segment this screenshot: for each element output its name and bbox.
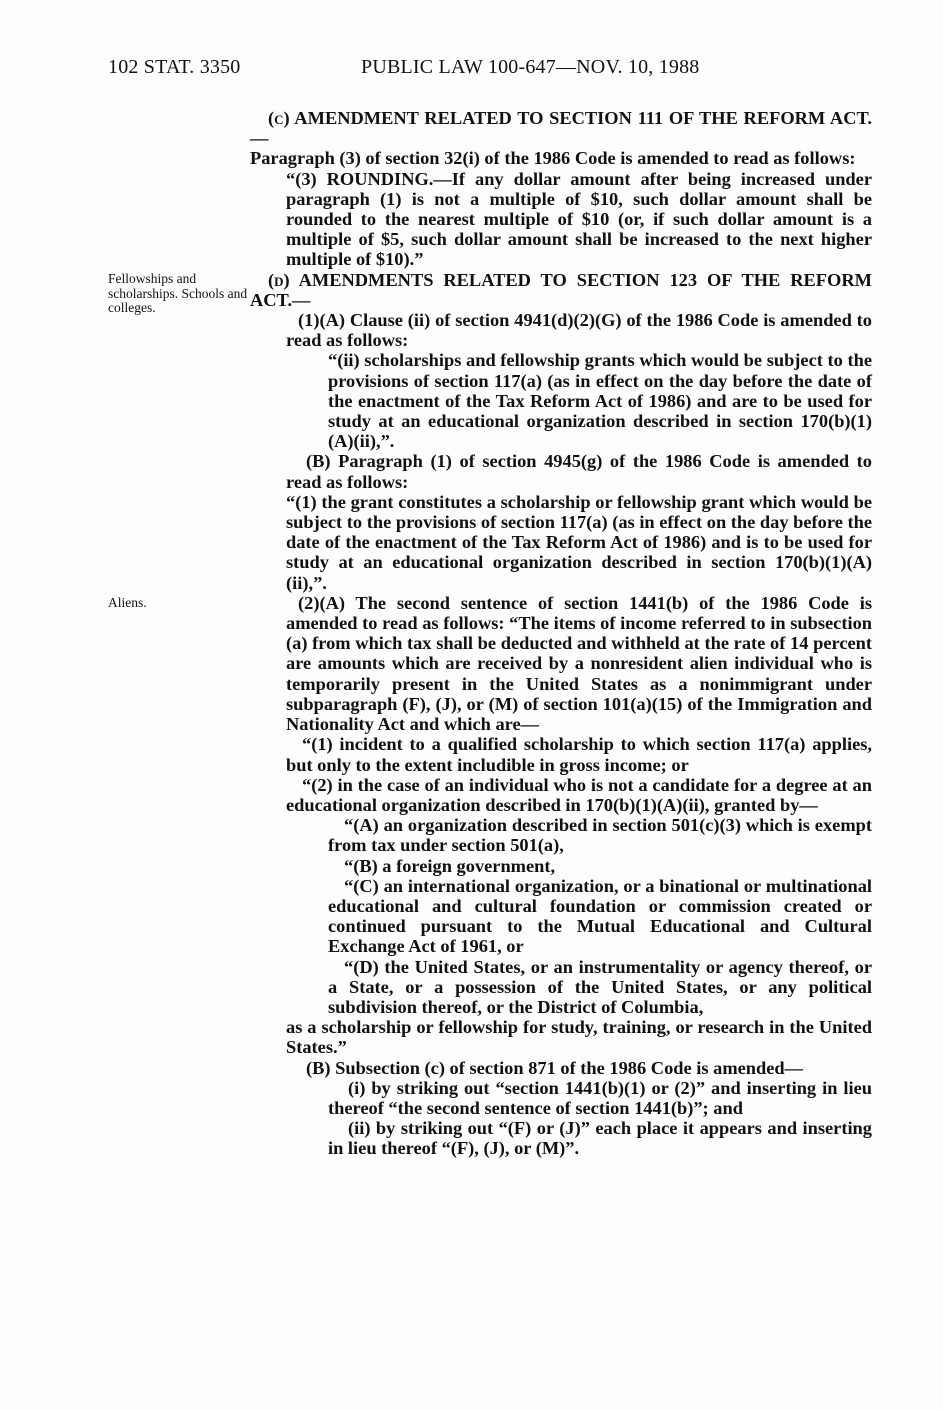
- subsection-d-heading: (d) AMENDMENTS RELATED TO SECTION 123 OF THE REFORM ACT.—: [250, 269, 872, 310]
- item-ii: (ii) by striking out “(F) or (J)” each place it appears and inserting in lieu thereof “(F), (J), or (M)”.: [328, 1118, 872, 1159]
- paragraph-d1a: (1)(A) Clause (ii) of section 4941(d)(2)(G) of the 1986 Code is amended to read as follows:: [286, 310, 872, 351]
- clause-1: “(1) incident to a qualified scholarship to which section 117(a) applies, but only to the extent includible in gross income; or: [286, 734, 872, 775]
- margin-note-aliens: Aliens.: [108, 595, 147, 610]
- paragraph-d2b: (B) Subsection (c) of section 871 of the 1986 Code is amended—: [306, 1057, 804, 1078]
- subsection-c-text: Paragraph (3) of section 32(i) of the 1986 Code is amended to read as follows:: [250, 148, 856, 169]
- stat-page-number: 102 STAT. 3350: [108, 56, 241, 78]
- clause-2-C: “(C) an international organization, or a binational or multinational educational and cultural foundation or commission created or continued pursuant to the Mutual Educational and Cultural Exchange Act of 1961, or: [328, 875, 872, 957]
- clause-2-D: “(D) the United States, or an instrumentality or agency thereof, or a State, or a possession of the United States, or any political subdivision thereof, or the District of Columbia,: [328, 956, 872, 1017]
- subsection-c-heading: (c) AMENDMENT RELATED TO SECTION 111 OF THE REFORM ACT.—: [250, 108, 872, 149]
- clause-tail: as a scholarship or fellowship for study, training, or research in the United States.”: [286, 1017, 872, 1058]
- public-law-citation: PUBLIC LAW 100-647—NOV. 10, 1988: [361, 56, 700, 78]
- quote-d1b: “(1) the grant constitutes a scholarship or fellowship grant which would be subject to the provisions of section 117(a) (as in effect on the day before the date of the enactment of the Tax Reform Act of 1986) and is to be used for study at an educational organization described in section 170(b)(1)(A)(ii),”.: [286, 491, 872, 593]
- page-header: [108, 56, 878, 86]
- quote-d1a: “(ii) scholarships and fellowship grants which would be subject to the provisions of section 117(a) (as in effect on the day before the date of the enactment of the Tax Reform Act of 1986) and are to be used for study at an educational organization described in section 170(b)(1)(A)(ii),”.: [328, 350, 872, 452]
- paragraph-d1b: (B) Paragraph (1) of section 4945(g) of the 1986 Code is amended to read as follows:: [286, 451, 872, 492]
- clause-2: “(2) in the case of an individual who is not a candidate for a degree at an educational organization described in 170(b)(1)(A)(ii), granted by—: [286, 774, 872, 815]
- rounding-label: “(3) ROUNDING.: [286, 168, 434, 189]
- paragraph-d2a: (2)(A) The second sentence of section 1441(b) of the 1986 Code is amended to read as follows: “The items of income referred to in subsection (a) from which tax shall be deducted and withheld at the rate of 14 percent are amounts which are received by a nonresident alien individual who is temporarily present in the United States as a nonimmigrant under subparagraph (F), (J), or (M) of section 101(a)(15) of the Immigration and Nationality Act and which are—: [286, 592, 872, 735]
- margin-note-fellowships: Fellowships and scholarships. Schools and colleges.: [108, 271, 248, 315]
- clause-2-A: “(A) an organization described in section 501(c)(3) which is exempt from tax under section 501(a),: [328, 815, 872, 856]
- item-i: (i) by striking out “section 1441(b)(1) or (2)” and inserting in lieu thereof “the second sentence of section 1441(b)”; and: [328, 1077, 872, 1118]
- rounding-text: —If any dollar amount after being increased under paragraph (1) is not a multiple of $10, such dollar amount shall be rounded to the nearest multiple of $10 (or, if such dollar amount is a multiple of $5, such dollar amount shall be increased to the next higher multiple of $10).”: [286, 168, 872, 270]
- statute-body: [250, 108, 872, 1159]
- clause-2-B: “(B) a foreign government,: [344, 855, 556, 876]
